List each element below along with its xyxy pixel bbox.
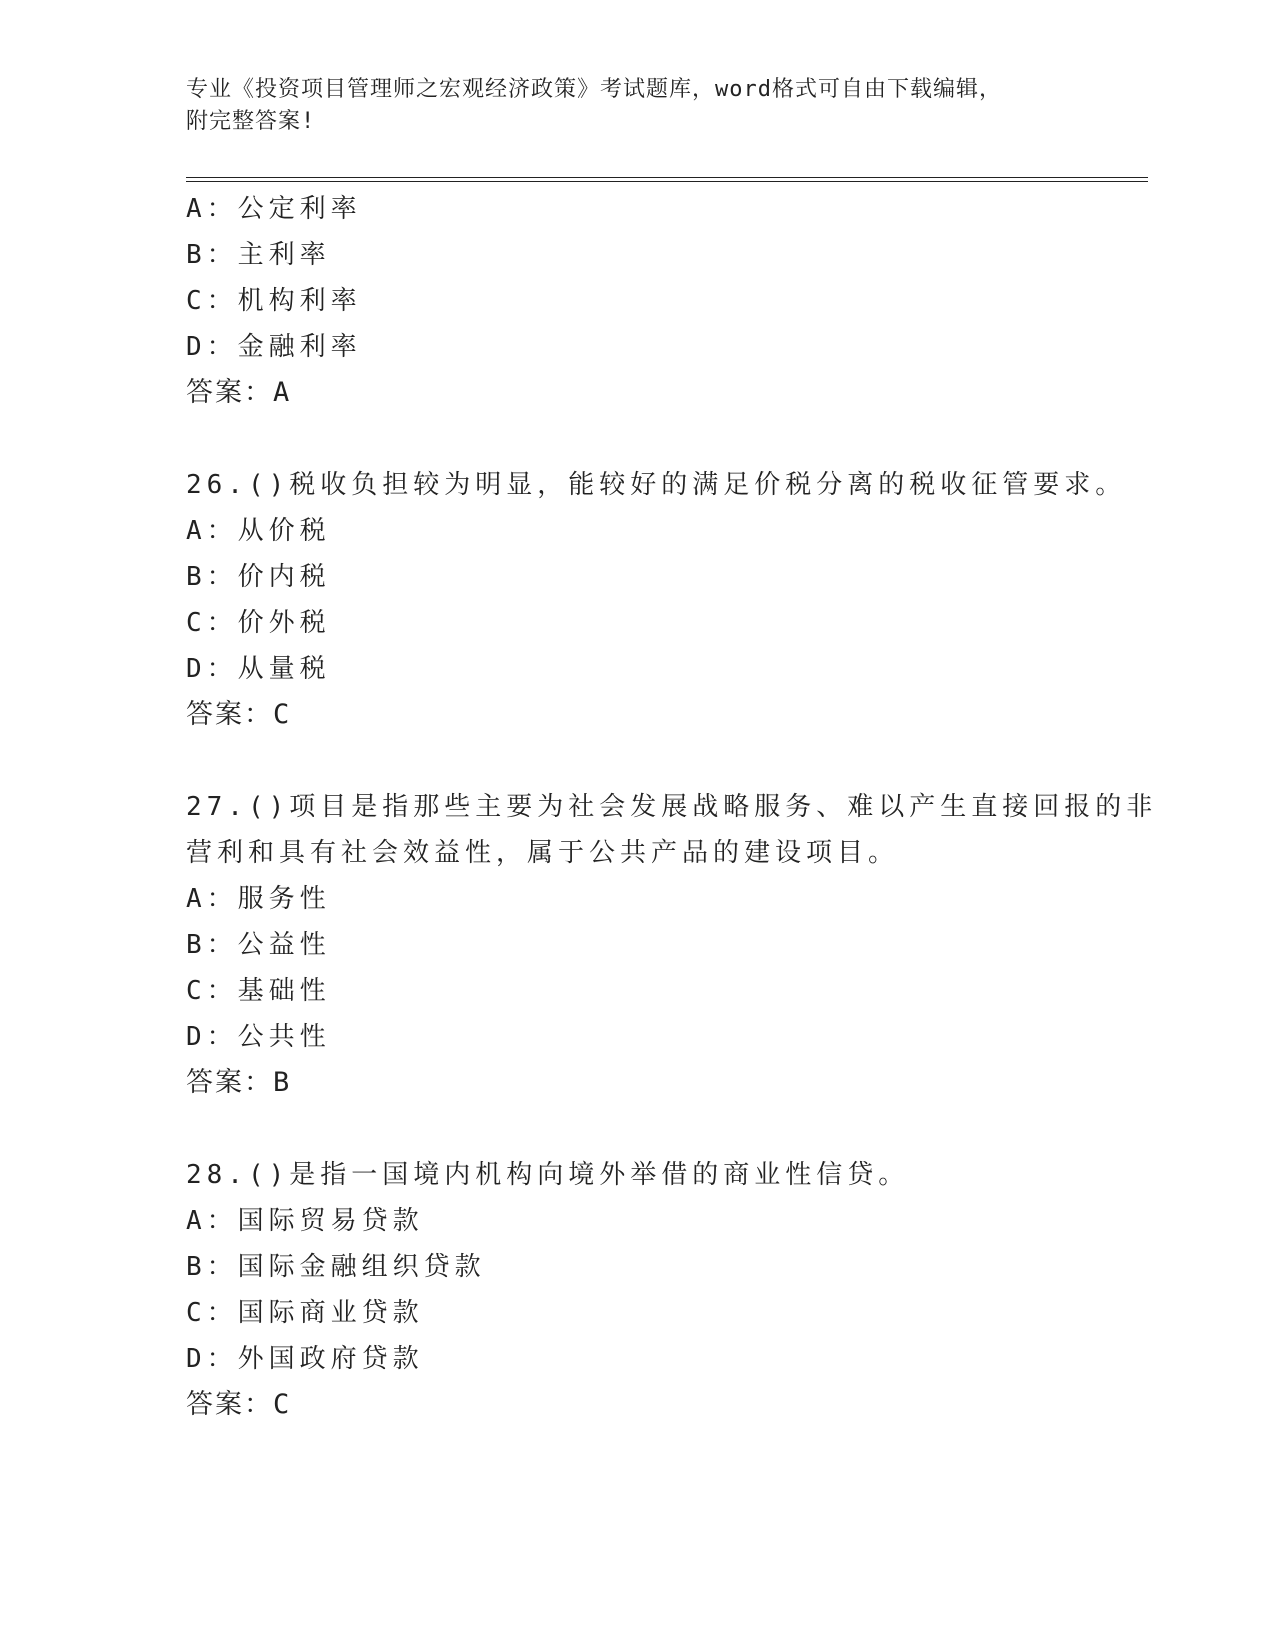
question-25-continued (186, 186, 1086, 416)
answer-line (186, 1382, 1086, 1428)
option-a: A：从价税 (186, 516, 331, 546)
option-b: B：公益性 (186, 930, 331, 960)
spacer (186, 1106, 1086, 1152)
option-a: A：服务性 (186, 884, 331, 914)
option-d: D：公共性 (186, 1022, 331, 1052)
header-line-2: 附完整答案! (186, 109, 316, 134)
option-b: B：国际金融组织贷款 (186, 1252, 486, 1282)
question-stem-line-1: 27.()项目是指那些主要为社会发展战略服务、难以产生直接回报的非 (186, 792, 1158, 822)
spacer (186, 416, 1086, 462)
answer-value: A (273, 377, 290, 408)
question-stem: 28.()是指一国境内机构向境外举借的商业性信贷。 (186, 1160, 910, 1190)
answer-line (186, 692, 1086, 738)
answer-label: 答案： (186, 1067, 273, 1098)
option-a: A：国际贸易贷款 (186, 1206, 424, 1236)
header-line-1: 专业《投资项目管理师之宏观经济政策》考试题库，word格式可自由下载编辑， (186, 77, 1002, 102)
option-c: C：国际商业贷款 (186, 1298, 424, 1328)
question-stem-line-2: 营利和具有社会效益性，属于公共产品的建设项目。 (186, 838, 900, 868)
header-rule-top (186, 177, 1148, 178)
answer-value: B (273, 1067, 290, 1098)
document-header (186, 74, 1086, 138)
option-a: A：公定利率 (186, 194, 362, 224)
question-stem: 26.()税收负担较为明显，能较好的满足价税分离的税收征管要求。 (186, 470, 1127, 500)
answer-line (186, 1060, 1086, 1106)
spacer (186, 738, 1086, 784)
answer-label: 答案： (186, 699, 273, 730)
question-28 (186, 1152, 1086, 1428)
header-rule-bottom (186, 181, 1148, 182)
option-d: D：金融利率 (186, 332, 362, 362)
option-c: C：价外税 (186, 608, 331, 638)
answer-line (186, 370, 1086, 416)
question-27 (186, 784, 1158, 1106)
question-26 (186, 462, 1127, 738)
option-c: C：基础性 (186, 976, 331, 1006)
option-d: D：外国政府贷款 (186, 1344, 424, 1374)
answer-label: 答案： (186, 1389, 273, 1420)
option-d: D：从量税 (186, 654, 331, 684)
option-b: B：主利率 (186, 240, 331, 270)
option-c: C：机构利率 (186, 286, 362, 316)
answer-value: C (273, 1389, 290, 1420)
question-list (186, 186, 1158, 1428)
option-b: B：价内税 (186, 562, 331, 592)
answer-label: 答案： (186, 377, 273, 408)
answer-value: C (273, 699, 290, 730)
